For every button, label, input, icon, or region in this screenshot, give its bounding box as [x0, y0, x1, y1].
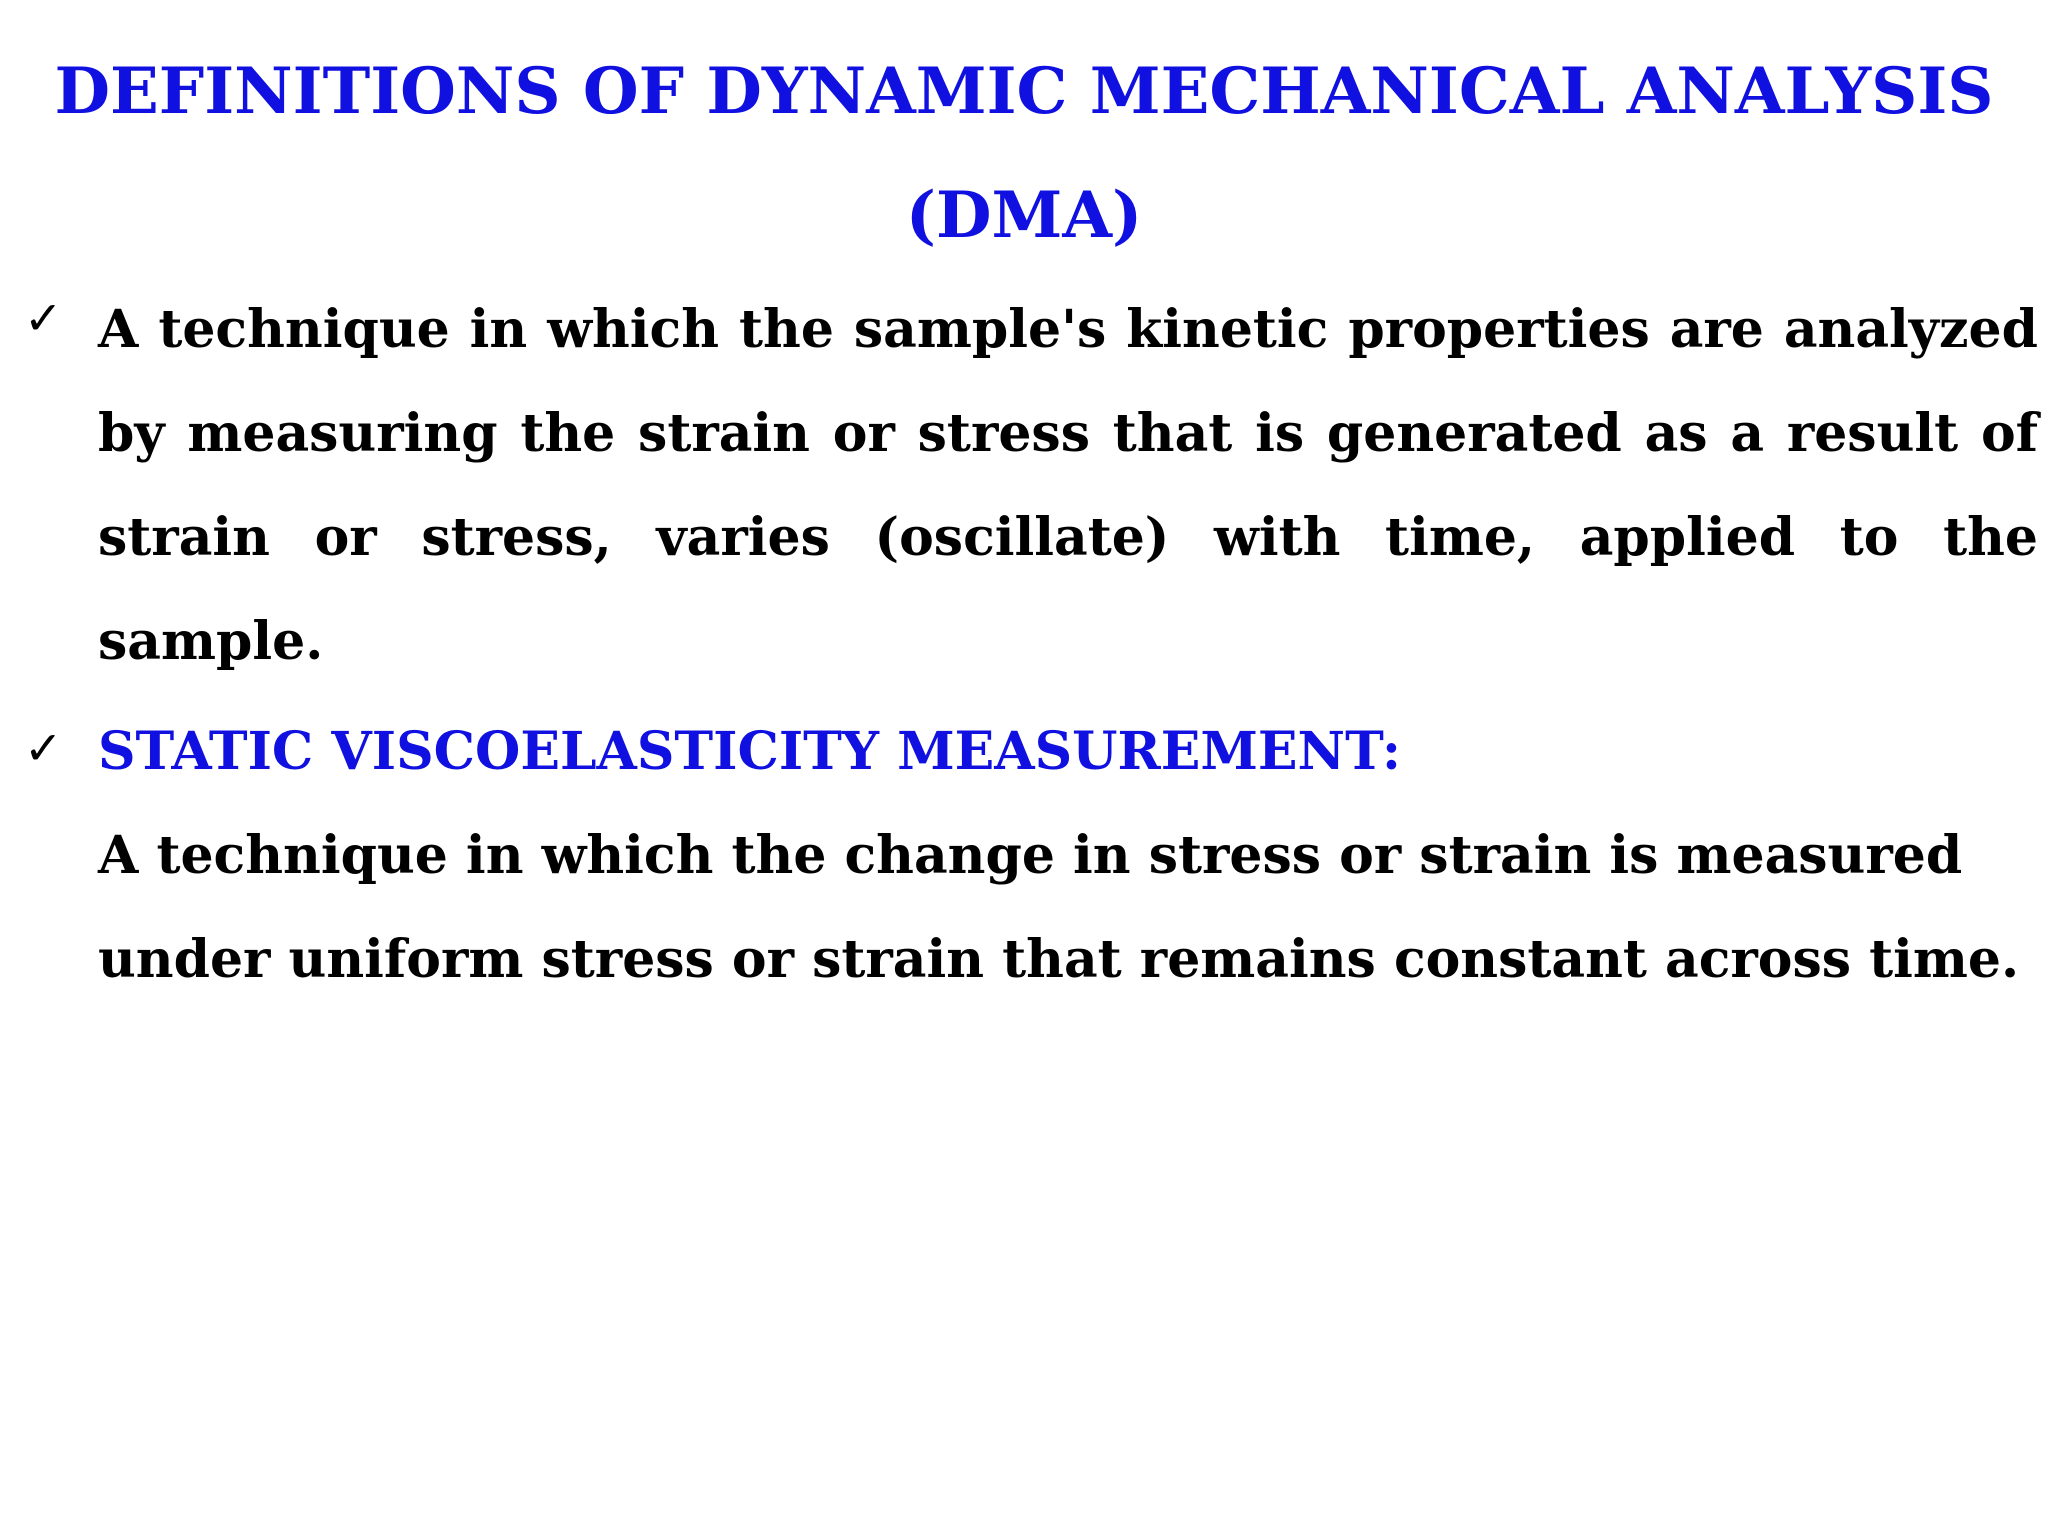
slide-title [0, 30, 2048, 278]
check-mark-icon: ✓ [24, 291, 63, 345]
slide-title-line-1: DEFINITIONS OF DYNAMIC MECHANICAL ANALYSIS [54, 54, 1994, 129]
check-mark-icon: ✓ [24, 721, 63, 775]
bullet-text: A technique in which the sample's kinetic properties are analyzed by measuring the strain or stress that is generated as a result of strain or stress, varies (oscillate) with time, applied to the sample. [98, 299, 2038, 672]
bullet-text: A technique in which the change in stress or strain is measured under uniform stress or strain that remains constant across time. [98, 825, 2020, 990]
bullet-heading: STATIC VISCOELASTICITY MEASUREMENT: [98, 721, 1402, 782]
slide-title-line-2: (DMA) [905, 178, 1143, 253]
